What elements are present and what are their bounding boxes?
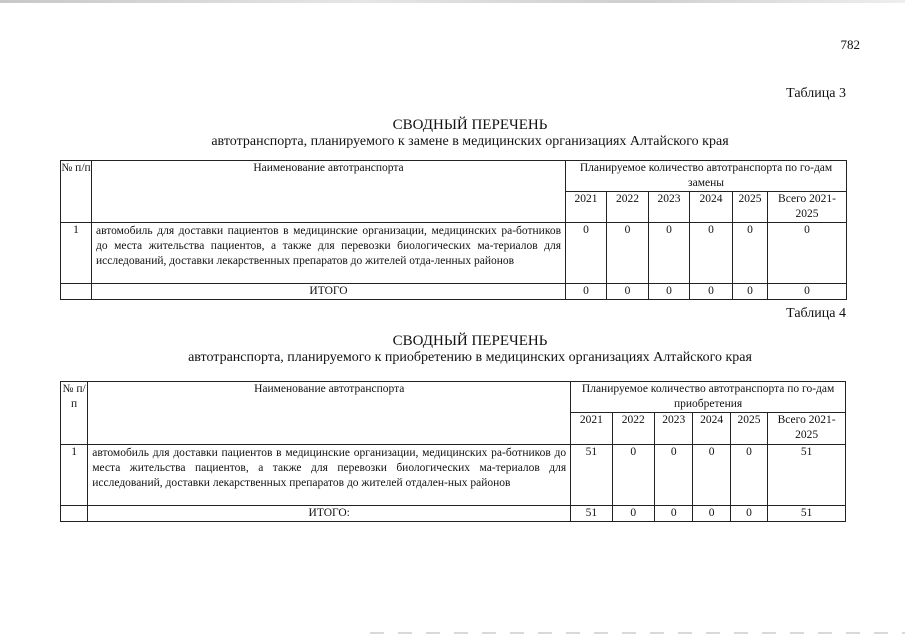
header-year: 2025 (730, 413, 767, 445)
row-value: 0 (693, 445, 730, 506)
totals-value: 0 (612, 506, 654, 522)
header-num: № п/п (61, 382, 88, 445)
row-total: 0 (768, 223, 847, 284)
table-row (61, 445, 846, 506)
header-name: Наименование автотранспорта (92, 161, 566, 223)
header-total: Всего 2021-2025 (768, 192, 847, 223)
table-3-subtitle: автотранспорта, планируемого к замене в медицинских организациях Алтайского края (211, 134, 729, 149)
header-year: 2024 (693, 413, 730, 445)
row-value: 0 (655, 445, 693, 506)
row-num: 1 (61, 445, 88, 506)
row-num: 1 (61, 223, 92, 284)
row-total: 51 (768, 445, 846, 506)
table-3 (60, 160, 847, 300)
totals-row (61, 506, 846, 522)
header-year: 2021 (571, 413, 612, 445)
totals-value: 0 (607, 284, 649, 300)
header-year: 2021 (566, 192, 607, 223)
totals-value: 0 (693, 506, 730, 522)
table-4-label: Таблица 4 (786, 306, 846, 321)
header-year: 2022 (612, 413, 654, 445)
row-value: 0 (612, 445, 654, 506)
row-value: 0 (730, 445, 767, 506)
table-4-subtitle: автотранспорта, планируемого к приобретению в медицинских организациях Алтайского края (188, 350, 752, 365)
totals-value: 51 (571, 506, 612, 522)
row-name: автомобиль для доставки пациентов в медицинские организации, медицинских ра-ботников до места жительства пациентов, а также для перевозки биологических ма-териалов для исследований, доставки лекарственных препаратов до жителей отдален-ных районов (88, 445, 571, 506)
row-value: 0 (690, 223, 733, 284)
scan-noise (370, 632, 905, 634)
totals-value: 0 (649, 284, 690, 300)
page-number: 782 (840, 37, 860, 52)
header-year: 2025 (733, 192, 768, 223)
table-4-title: СВОДНЫЙ ПЕРЕЧЕНЬ (392, 333, 548, 349)
totals-value: 0 (655, 506, 693, 522)
totals-value: 0 (730, 506, 767, 522)
totals-total: 0 (768, 284, 847, 300)
header-plan: Планируемое количество автотранспорта по го-дам приобретения (571, 382, 846, 413)
totals-value: 0 (690, 284, 733, 300)
totals-value: 0 (566, 284, 607, 300)
header-num: № п/п (61, 161, 92, 223)
header-name: Наименование автотранспорта (88, 382, 571, 445)
totals-label: ИТОГО (92, 284, 566, 300)
row-value: 0 (566, 223, 607, 284)
totals-row (61, 284, 847, 300)
row-value: 0 (607, 223, 649, 284)
table-row (61, 223, 847, 284)
header-year: 2022 (607, 192, 649, 223)
scan-edge (0, 0, 905, 3)
row-name: автомобиль для доставки пациентов в медицинские организации, медицинских ра-ботников до места жительства пациентов, а также для перевозки биологических ма-териалов для исследований, доставки лекарственных препаратов до жителей отда-ленных районов (92, 223, 566, 284)
totals-num-empty (61, 506, 88, 522)
totals-total: 51 (768, 506, 846, 522)
row-value: 0 (733, 223, 768, 284)
table-3-label: Таблица 3 (786, 86, 846, 101)
row-value: 0 (649, 223, 690, 284)
header-year: 2024 (690, 192, 733, 223)
totals-label: ИТОГО: (88, 506, 571, 522)
table-3-title: СВОДНЫЙ ПЕРЕЧЕНЬ (392, 117, 548, 133)
row-value: 51 (571, 445, 612, 506)
header-total: Всего 2021-2025 (768, 413, 846, 445)
totals-value: 0 (733, 284, 768, 300)
header-year: 2023 (649, 192, 690, 223)
table-4 (60, 381, 846, 522)
totals-num-empty (61, 284, 92, 300)
header-year: 2023 (655, 413, 693, 445)
header-plan: Планируемое количество автотранспорта по го-дам замены (566, 161, 847, 192)
